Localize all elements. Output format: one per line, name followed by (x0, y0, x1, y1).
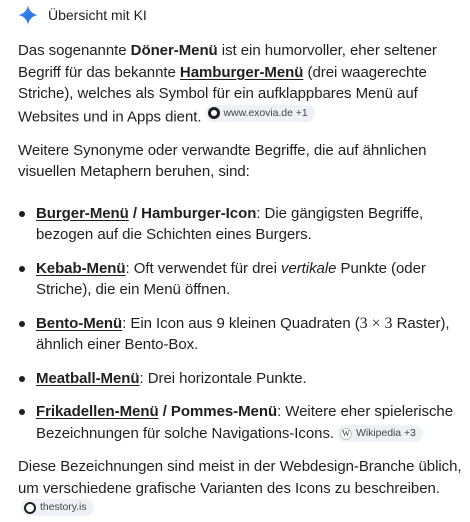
ai-overview-header (18, 2, 464, 28)
intro-text-3: (drei waagerechte Striche), welches als Symbol für ein aufklappbares Menü auf Websites und in Apps dient. (18, 63, 427, 125)
intro-text-1: Das sogenannte (18, 42, 131, 59)
bullet-icon (19, 211, 25, 217)
term-separator: / (158, 403, 171, 420)
list-item-text: Raster), ähnlich einer Bento-Box. (36, 314, 450, 353)
wikipedia-favicon-icon: W (340, 428, 352, 440)
list-item (18, 368, 464, 390)
list-item-text: : Drei horizontale Punkte. (139, 369, 307, 387)
bullet-icon (19, 376, 25, 382)
source-chip-wikipedia[interactable] (337, 425, 423, 442)
link-bento-menu[interactable]: Bento-Menü (36, 314, 123, 332)
list-item (18, 203, 464, 246)
intro-text-2: ist ein humorvoller, eher seltener Begriff für das bekannte (18, 42, 437, 81)
ai-overview (18, 2, 464, 522)
bullet-icon (19, 321, 25, 327)
source-chip-thestory[interactable] (21, 499, 94, 516)
link-frikadellen-menu[interactable]: Frikadellen-Menü (36, 403, 159, 420)
outro-paragraph (18, 456, 464, 522)
ai-overview-title: Übersicht mit KI (48, 7, 147, 23)
list-item (18, 258, 464, 301)
term-separator: / (128, 204, 142, 222)
link-hamburger-menu[interactable]: Hamburger-Menü (179, 63, 304, 81)
list-item (18, 313, 464, 356)
list-item-text: : Ein Icon aus 9 kleinen Quadraten ( (122, 314, 360, 332)
list-item-emphasis: vertikale (281, 259, 337, 277)
link-meatball-menu[interactable]: Meatball-Menü (36, 369, 140, 387)
list-item-text: : Die gängigsten Begriffe, bezogen auf die Schichten eines Burgers. (36, 204, 424, 243)
outro-text: Diese Bezeichnungen sind meist in der Webdesign-Branche üblich, um verschiedene grafische Varianten des Icons zu beschreiben. (18, 458, 462, 497)
sparkle-icon (18, 5, 38, 25)
list-item-text: : Oft verwendet für drei (125, 259, 281, 277)
term-doener-menu: Döner-Menü (130, 42, 218, 59)
source-chip-label: thestory.is (40, 501, 87, 513)
thestory-favicon-icon (24, 502, 36, 514)
source-chip-label: www.exovia.de +1 (223, 106, 308, 119)
link-burger-menu[interactable]: Burger-Menü (36, 204, 129, 222)
term-pommes-menu: Pommes-Menü (170, 403, 278, 420)
synonym-list (18, 203, 464, 445)
source-chip-exovia[interactable] (205, 105, 315, 122)
source-chip-label: Wikipedia +3 (356, 427, 416, 439)
term-hamburger-icon: Hamburger-Icon (141, 204, 257, 222)
exovia-favicon-icon (208, 107, 220, 119)
bullet-icon (19, 266, 25, 272)
lead-paragraph: Weitere Synonyme oder verwandte Begriffe, die auf ähnlichen visuellen Metaphern beruhen, sind: (18, 141, 427, 180)
list-item (18, 401, 464, 444)
intro-paragraph (18, 40, 464, 128)
list-item-text: : Weitere eher spielerische Bezeichnungen für solche Navigations-Icons. (36, 403, 454, 442)
link-kebab-menu[interactable]: Kebab-Menü (36, 259, 126, 277)
math-expression: 3 × 3 (359, 314, 393, 332)
list-item-text: Punkte (oder Striche), die ein Menü öffnen. (36, 259, 426, 298)
bullet-icon (19, 409, 25, 415)
